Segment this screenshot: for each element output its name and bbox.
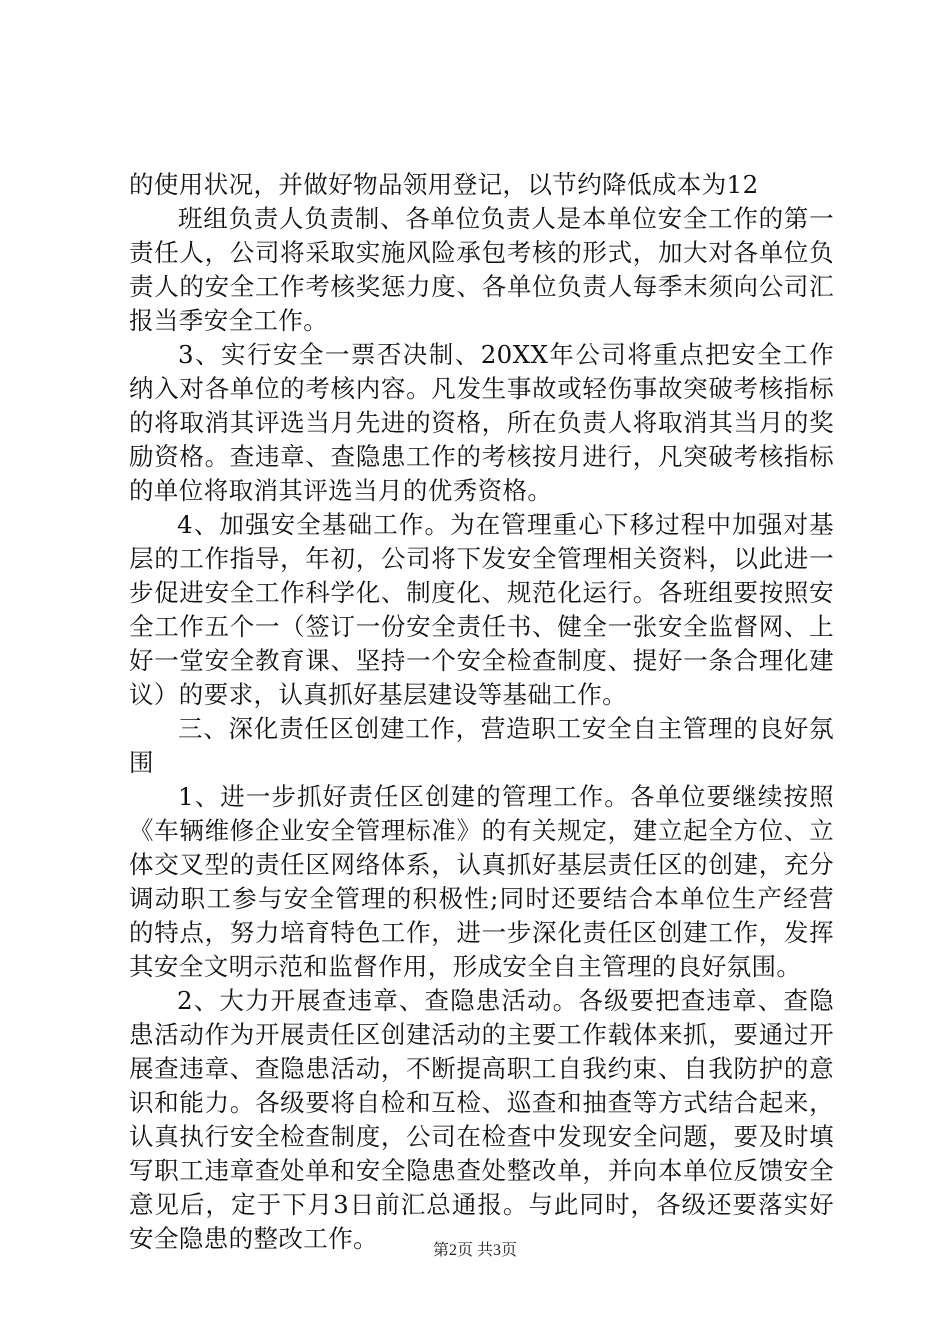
paragraph-responsibility-system: 班组负责人负责制、各单位负责人是本单位安全工作的第一责任人，公司将采取实施风险承包考核的形式，加大对各单位负责人的安全工作考核奖惩力度、各单位负责人每季末须向公司汇报当季安全工作。 bbox=[129, 204, 834, 335]
section-heading-responsibility-zone: 三、深化责任区创建工作，营造职工安全自主管理的良好氛围 bbox=[129, 714, 834, 777]
document-body bbox=[129, 168, 834, 1256]
paragraph-zone-management: 1、进一步抓好责任区创建的管理工作。各单位要继续按照《车辆维修企业安全管理标准》的有关规定，建立起全方位、立体交叉型的责任区网络体系，认真抓好基层责任区的创建，充分调动职工参与安全管理的积极性;同时还要结合本单位生产经营的特点，努力培育特色工作，进一步深化责任区创建工作，发挥其安全文明示范和监督作用，形成安全自主管理的良好氛围。 bbox=[129, 782, 834, 981]
paragraph-safety-foundation: 4、加强安全基础工作。为在管理重心下移过程中加强对基层的工作指导，年初，公司将下发安全管理相关资料，以此进一步促进安全工作科学化、制度化、规范化运行。各班组要按照安全工作五个一（签订一份安全责任书、健全一张安全监督网、上好一堂安全教育课、坚持一个安全检查制度、提好一条合理化建议）的要求，认真抓好基层建设等基础工作。 bbox=[129, 510, 834, 709]
page-number-footer: 第2页 共3页 bbox=[432, 1242, 517, 1259]
paragraph-safety-veto: 3、实行安全一票否决制、20XX年公司将重点把安全工作纳入对各单位的考核内容。凡发生事故或轻伤事故突破考核指标的将取消其评选当月先进的资格，所在负责人将取消其当月的奖励资格。查违章、查隐患工作的考核按月进行，凡突破考核指标的单位将取消其评选当月的优秀资格。 bbox=[129, 340, 834, 505]
paragraph-continuation: 的使用状况，并做好物品领用登记，以节约降低成本为12 bbox=[129, 170, 759, 199]
paragraph-violation-inspection: 2、大力开展查违章、查隐患活动。各级要把查违章、查隐患活动作为开展责任区创建活动的主要工作载体来抓，要通过开展查违章、查隐患活动，不断提高职工自我约束、自我防护的意识和能力。各级要将自检和互检、巡查和抽查等方式结合起来，认真执行安全检查制度，公司在检查中发现安全问题，要及时填写职工违章查处单和安全隐患查处整改单，并向本单位反馈安全意见后，定于下月3日前汇总通报。与此同时，各级还要落实好安全隐患的整改工作。 bbox=[129, 986, 834, 1253]
